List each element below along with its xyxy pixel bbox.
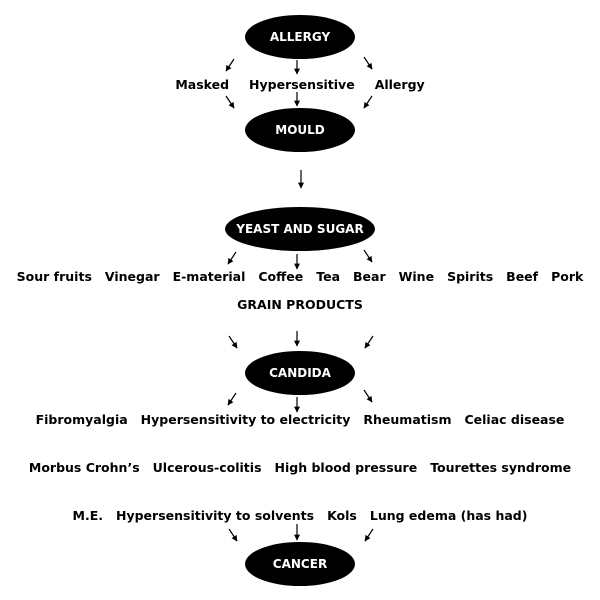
arrow-allergy-left [226,59,234,71]
food-pork: Pork [551,269,584,284]
food-beef: Beef [506,269,539,284]
arrow-cancer-left [229,529,237,541]
condition-morbus-crohns: Morbus Crohn’s [28,460,140,475]
condition-kols: Kols [327,508,357,523]
arrow-candida-out-left [228,393,236,405]
food-coffee: Coffee [258,269,304,284]
arrow-mould-left [226,96,234,108]
arrow-yeast-right [364,250,372,262]
arrow-candida-left [229,336,237,348]
conditions-row-1 [0,412,600,427]
yeast-foods-row [0,269,600,284]
arrow-mould-right [364,96,372,108]
condition-celiac-disease: Celiac disease [464,412,565,427]
condition-high-blood-pressure: High blood pressure [274,460,418,475]
node-yeast-and-sugar: YEAST AND SUGAR [225,207,375,251]
food-vinegar: Vinegar [104,269,160,284]
node-candida: CANDIDA [245,351,355,395]
arrow-candida-out-right [364,390,372,402]
arrow-yeast-left [228,252,236,264]
label-masked: Masked [175,77,230,92]
allergy-types-row [0,77,600,92]
condition-tourettes-syndrome: Tourettes syndrome [430,460,572,475]
conditions-row-3 [0,508,600,523]
label-grain-products: GRAIN PRODUCTS [237,297,363,312]
arrow-candida-right [365,336,373,348]
arrow-cancer-right [365,529,373,541]
food-e-material: E-material [172,269,246,284]
food-bear: Bear [353,269,386,284]
grain-products-row [0,297,600,312]
food-sour-fruits: Sour fruits [16,269,92,284]
condition-ulcerous-colitis: Ulcerous-colitis [152,460,262,475]
label-hypersensitive: Hypersensitive [249,77,355,92]
node-allergy: ALLERGY [245,15,355,59]
node-mould: MOULD [245,108,355,152]
condition-me: M.E. [72,508,103,523]
conditions-row-2 [0,460,600,475]
condition-hypersensitivity-electricity: Hypersensitivity to electricity [140,412,351,427]
condition-rheumatism: Rheumatism [363,412,452,427]
condition-fibromyalgia: Fibromyalgia [35,412,128,427]
condition-hypersensitivity-solvents: Hypersensitivity to solvents [116,508,315,523]
food-spirits: Spirits [447,269,494,284]
condition-lung-edema: Lung edema (has had) [369,508,528,523]
node-cancer: CANCER [245,542,355,586]
food-tea: Tea [316,269,340,284]
arrow-allergy-right [364,57,372,69]
food-wine: Wine [398,269,435,284]
label-allergy-type: Allergy [374,77,425,92]
